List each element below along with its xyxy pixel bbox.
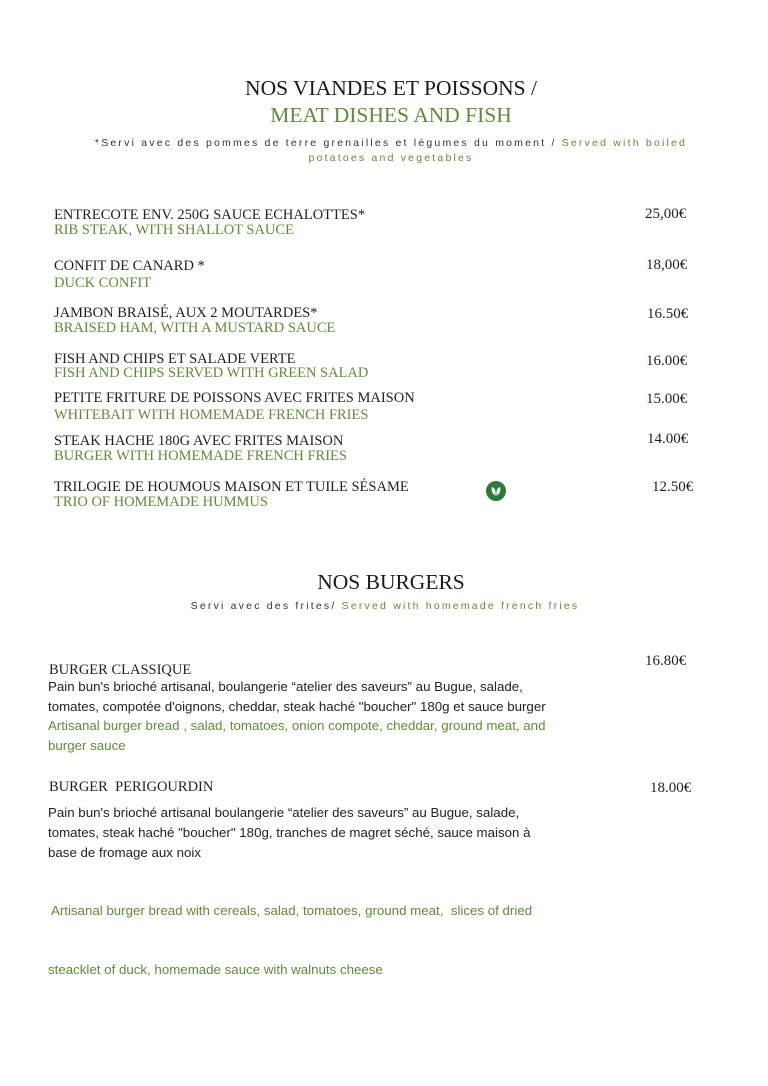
- menu-item-name-fr: STEAK HACHE 180G AVEC FRITES MAISON: [54, 433, 344, 449]
- burger-description-en: [48, 716, 608, 756]
- subtitle-en-2: potatoes and vegetables: [308, 152, 474, 164]
- menu-item-name-fr: ENTRECOTE ENV. 250G SAUCE ECHALOTTES*: [54, 207, 366, 223]
- subtitle-fr: *Servi avec des pommes de terre grenailles et légumes du moment /: [94, 137, 562, 149]
- burger-description-en: [48, 861, 608, 1019]
- menu-item-price: 14.00€: [647, 431, 689, 447]
- burgers-title: NOS BURGERS: [317, 570, 465, 594]
- menu-item-name-en: DUCK CONFIT: [54, 275, 152, 291]
- description-line: base de fromage aux noix: [48, 844, 202, 860]
- menu-item-name-fr: PETITE FRITURE DE POISSONS AVEC FRITES MAISON: [54, 390, 415, 406]
- description-line: burger sauce: [48, 737, 126, 753]
- section-title-en: MEAT DISHES AND FISH: [270, 103, 512, 127]
- burger-name: BURGER CLASSIQUE: [49, 662, 192, 678]
- subtitle-en: Served with boiled: [561, 137, 688, 149]
- burgers-subtitle-fr: Servi avec des frites/: [190, 600, 342, 612]
- burger-description-fr: [48, 803, 608, 862]
- menu-item-name-en: RIB STEAK, WITH SHALLOT SAUCE: [54, 222, 294, 238]
- menu-item-price: 15.00€: [646, 391, 688, 407]
- description-line: tomates, steak haché "boucher" 180g, tranches de magret séché, sauce maison à: [48, 824, 531, 840]
- description-line: Pain bun's brioché artisanal, boulangerie “atelier des saveurs” au Bugue, salade,: [48, 679, 523, 694]
- description-line: Artisanal burger bread , salad, tomatoes, onion compote, cheddar, ground meat, and: [48, 718, 546, 733]
- menu-item-name-en: TRIO OF HOMEMADE HUMMUS: [54, 494, 268, 510]
- menu-item-name-fr: JAMBON BRAISÉ, AUX 2 MOUTARDES*: [54, 305, 318, 321]
- section-subtitle: [60, 136, 722, 166]
- menu-item-name-fr: FISH AND CHIPS ET SALADE VERTE: [54, 351, 296, 367]
- menu-item-name-fr: CONFIT DE CANARD *: [54, 258, 205, 274]
- vegan-leaf-icon: [486, 481, 506, 501]
- menu-item-name-en: BRAISED HAM, WITH A MUSTARD SAUCE: [54, 320, 336, 336]
- description-line: steacklet of duck, homemade sauce with walnuts cheese: [48, 961, 383, 977]
- burgers-subtitle: [0, 600, 768, 612]
- burger-price: 18.00€: [650, 780, 692, 796]
- description-line: Pain bun's brioché artisanal boulangerie “atelier des saveurs” au Bugue, salade,: [48, 805, 520, 820]
- menu-item-price: 18,00€: [646, 257, 688, 273]
- burger-name: BURGER PERIGOURDIN: [49, 779, 214, 795]
- menu-item-price: 16.50€: [647, 306, 689, 322]
- burgers-subtitle-en: Served with homemade french fries: [341, 600, 580, 612]
- menu-item-price: 25,00€: [645, 206, 687, 222]
- burger-description-fr: [48, 677, 608, 717]
- description-line: Artisanal burger bread with cereals, salad, tomatoes, ground meat, slices of dried: [48, 902, 533, 918]
- description-line: tomates, compotée d'oignons, cheddar, steak haché "boucher" 180g et sauce burger: [48, 698, 546, 714]
- menu-item-price: 16.00€: [646, 353, 688, 369]
- burger-price: 16.80€: [645, 653, 687, 669]
- menu-item-price: 12.50€: [652, 479, 694, 495]
- menu-item-name-en: FISH AND CHIPS SERVED WITH GREEN SALAD: [54, 365, 369, 381]
- menu-item-name-en: WHITEBAIT WITH HOMEMADE FRENCH FRIES: [54, 407, 369, 423]
- menu-item-name-en: BURGER WITH HOMEMADE FRENCH FRIES: [54, 448, 347, 464]
- menu-item-name-fr: TRILOGIE DE HOUMOUS MAISON ET TUILE SÉSAME: [54, 479, 409, 495]
- section-title-fr: NOS VIANDES ET POISSONS /: [245, 76, 537, 100]
